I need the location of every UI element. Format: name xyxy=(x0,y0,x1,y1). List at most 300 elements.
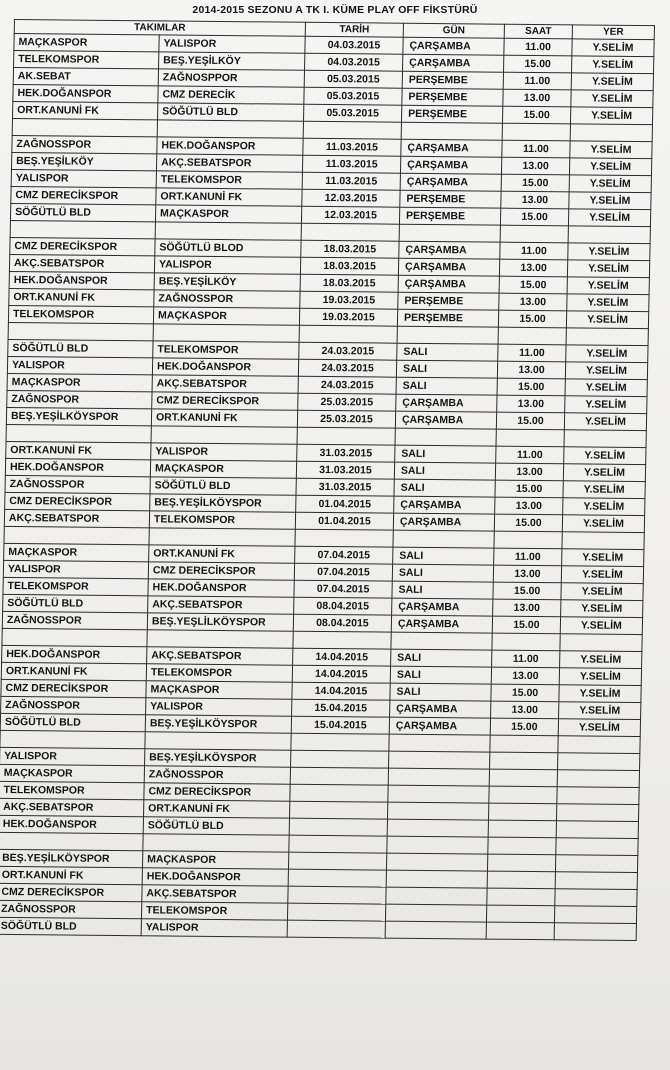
away-team-cell: AKÇ.SEBATSPOR xyxy=(156,154,302,172)
venue-cell: Y.SELİM xyxy=(563,481,645,499)
empty-cell xyxy=(155,222,301,240)
home-team-cell: YALISPOR xyxy=(7,356,152,374)
venue-cell: Y.SELİM xyxy=(565,362,647,380)
home-team-cell: TELEKOMSPOR xyxy=(3,577,148,595)
away-team-cell: BEŞ.YEŞİLKÖYSPOR xyxy=(150,494,296,512)
time-cell: 11.00 xyxy=(496,446,564,464)
home-team-cell: TELEKOMSPOR xyxy=(14,51,159,69)
empty-cell xyxy=(558,736,640,754)
day-cell: SALI xyxy=(395,445,496,463)
venue-cell xyxy=(556,821,638,839)
venue-cell: Y.SELİM xyxy=(569,158,651,176)
time-cell: 15.00 xyxy=(498,310,566,328)
date-cell: 05.03.2015 xyxy=(304,87,402,105)
time-cell: 11.00 xyxy=(492,650,560,668)
empty-cell xyxy=(496,429,564,447)
empty-cell xyxy=(303,121,401,139)
day-cell: ÇARŞAMBA xyxy=(399,241,500,259)
day-cell: ÇARŞAMBA xyxy=(400,173,501,191)
empty-cell xyxy=(0,832,143,850)
empty-cell xyxy=(12,118,157,136)
venue-cell xyxy=(558,753,640,771)
day-cell: ÇARŞAMBA xyxy=(389,717,490,735)
home-team-cell: CMZ DERECİKSPOR xyxy=(11,186,156,204)
home-team-cell: AKÇ.SEBATSPOR xyxy=(9,254,154,272)
away-team-cell: HEK.DOĞANSPOR xyxy=(142,868,288,886)
time-cell xyxy=(488,820,556,838)
day-cell: ÇARŞAMBA xyxy=(390,700,491,718)
day-cell: SALI xyxy=(390,666,491,684)
away-team-cell: TELEKOMSPOR xyxy=(153,341,299,359)
day-cell: SALI xyxy=(394,479,495,497)
date-cell: 24.03.2015 xyxy=(298,359,396,377)
day-cell: SALI xyxy=(396,377,497,395)
away-team-cell: HEK.DOĞANSPOR xyxy=(148,579,294,597)
date-cell: 01.04.2015 xyxy=(296,495,394,513)
venue-cell: Y.SELİM xyxy=(560,617,642,635)
time-cell xyxy=(487,854,555,872)
empty-cell xyxy=(291,733,389,751)
time-cell xyxy=(487,888,555,906)
venue-cell: Y.SELİM xyxy=(558,719,640,737)
day-cell xyxy=(389,751,490,769)
date-cell: 14.04.2015 xyxy=(293,648,391,666)
time-cell: 15.00 xyxy=(504,55,572,73)
away-team-cell: AKÇ.SEBATSPOR xyxy=(142,885,288,903)
time-cell: 11.00 xyxy=(500,242,568,260)
date-cell: 14.04.2015 xyxy=(292,665,390,683)
day-cell: SALI xyxy=(393,547,494,565)
empty-cell xyxy=(562,532,644,550)
time-cell: 15.00 xyxy=(493,582,561,600)
venue-cell xyxy=(556,804,638,822)
venue-cell: Y.SELİM xyxy=(571,90,653,108)
home-team-cell: ZAĞNOSPOR xyxy=(7,390,152,408)
empty-cell xyxy=(4,526,149,544)
away-team-cell: BEŞ.YEŞİLKÖYSPOR xyxy=(145,749,291,767)
empty-cell xyxy=(8,322,153,340)
venue-cell: Y.SELİM xyxy=(559,685,641,703)
home-team-cell: MAÇKASPOR xyxy=(0,764,145,782)
date-cell: 05.03.2015 xyxy=(303,104,401,122)
venue-cell: Y.SELİM xyxy=(561,583,643,601)
empty-cell xyxy=(153,324,299,342)
header-venue: YER xyxy=(572,25,654,40)
date-cell: 11.03.2015 xyxy=(303,138,401,156)
empty-cell xyxy=(151,426,297,444)
venue-cell: Y.SELİM xyxy=(564,413,646,431)
time-cell xyxy=(486,905,554,923)
day-cell: SALI xyxy=(397,343,498,361)
venue-cell: Y.SELİM xyxy=(560,651,642,669)
day-cell: SALI xyxy=(390,683,491,701)
header-date: TARİH xyxy=(305,22,403,37)
venue-cell xyxy=(555,889,637,907)
empty-cell xyxy=(401,122,502,140)
home-team-cell: AK.SEBAT xyxy=(13,67,158,85)
home-team-cell: ORT.KANUNİ FK xyxy=(13,101,158,119)
venue-cell: Y.SELİM xyxy=(567,294,649,312)
date-cell: 25.03.2015 xyxy=(297,410,395,428)
empty-cell xyxy=(2,628,147,646)
date-cell xyxy=(288,886,386,904)
empty-cell xyxy=(399,224,500,242)
time-cell: 13.00 xyxy=(501,157,569,175)
away-team-cell: YALISPOR xyxy=(141,919,287,937)
date-cell: 15.04.2015 xyxy=(291,716,389,734)
header-time: SAAT xyxy=(504,24,572,39)
time-cell: 13.00 xyxy=(497,395,565,413)
empty-cell xyxy=(297,427,395,445)
away-team-cell: MAÇKASPOR xyxy=(142,851,288,869)
date-cell xyxy=(288,852,386,870)
day-cell xyxy=(385,904,486,922)
venue-cell: Y.SELİM xyxy=(569,175,651,193)
venue-cell: Y.SELİM xyxy=(566,311,648,329)
day-cell: SALI xyxy=(391,649,492,667)
home-team-cell: MAÇKASPOR xyxy=(7,373,152,391)
time-cell: 13.00 xyxy=(497,361,565,379)
header-teams: TAKIMLAR xyxy=(14,20,305,37)
venue-cell: Y.SELİM xyxy=(570,141,652,159)
away-team-cell: SÖĞÜTLÜ BLD xyxy=(143,817,289,835)
venue-cell: Y.SELİM xyxy=(565,379,647,397)
home-team-cell: ZAĞNOSSPOR xyxy=(1,696,146,714)
home-team-cell: SÖĞÜTLÜ BLD xyxy=(3,594,148,612)
day-cell: PERŞEMBE xyxy=(402,71,503,89)
away-team-cell: TELEKOMSPOR xyxy=(141,902,287,920)
home-team-cell: AKÇ.SEBATSPOR xyxy=(0,798,144,816)
home-team-cell: YALISPOR xyxy=(11,169,156,187)
day-cell: PERŞEMBE xyxy=(399,207,500,225)
home-team-cell: CMZ DERECİKSPOR xyxy=(10,237,155,255)
date-cell: 24.03.2015 xyxy=(298,376,396,394)
empty-cell xyxy=(149,528,295,546)
day-cell: ÇARŞAMBA xyxy=(396,394,497,412)
time-cell: 15.00 xyxy=(497,378,565,396)
away-team-cell: CMZ DERECİKSPOR xyxy=(152,392,298,410)
date-cell: 19.03.2015 xyxy=(299,308,397,326)
date-cell: 31.03.2015 xyxy=(296,461,394,479)
time-cell: 13.00 xyxy=(493,599,561,617)
date-cell: 11.03.2015 xyxy=(302,172,400,190)
venue-cell xyxy=(557,787,639,805)
time-cell: 13.00 xyxy=(503,89,571,107)
away-team-cell: CMZ DERECİKSPOR xyxy=(144,783,290,801)
day-cell: ÇARŞAMBA xyxy=(400,156,501,174)
date-cell xyxy=(290,767,388,785)
home-team-cell: HEK.DOĞANSPOR xyxy=(5,458,150,476)
date-cell: 18.03.2015 xyxy=(300,257,398,275)
time-cell xyxy=(489,786,557,804)
venue-cell: Y.SELİM xyxy=(564,447,646,465)
date-cell: 05.03.2015 xyxy=(304,70,402,88)
date-cell: 14.04.2015 xyxy=(292,682,390,700)
date-cell xyxy=(290,801,388,819)
date-cell: 31.03.2015 xyxy=(297,444,395,462)
empty-cell xyxy=(393,530,494,548)
home-team-cell: CMZ DERECİKSPOR xyxy=(1,679,146,697)
header-day: GÜN xyxy=(403,23,504,38)
home-team-cell: HEK.DOĞANSPOR xyxy=(2,645,147,663)
time-cell: 13.00 xyxy=(491,667,559,685)
empty-cell xyxy=(564,430,646,448)
day-cell: ÇARŞAMBA xyxy=(393,513,494,531)
away-team-cell: MAÇKASPOR xyxy=(153,307,299,325)
page-title: 2014-2015 SEZONU A TK I. KÜME PLAY OFF FİKSTÜRÜ xyxy=(192,4,478,16)
away-team-cell: MAÇKASPOR xyxy=(150,460,296,478)
home-team-cell: ZAĞNOSSPOR xyxy=(0,900,142,918)
home-team-cell: ZAĞNOSSPOR xyxy=(12,135,157,153)
home-team-cell: ZAĞNOSSPOR xyxy=(5,475,150,493)
day-cell: ÇARŞAMBA xyxy=(403,54,504,72)
time-cell: 13.00 xyxy=(499,293,567,311)
home-team-cell: HEK.DOĞANSPOR xyxy=(0,815,144,833)
time-cell: 11.00 xyxy=(498,344,566,362)
away-team-cell: SÖĞÜTLÜ BLD xyxy=(157,103,303,121)
day-cell xyxy=(387,802,488,820)
venue-cell: Y.SELİM xyxy=(559,668,641,686)
day-cell xyxy=(388,785,489,803)
home-team-cell: MAÇKASPOR xyxy=(14,34,159,52)
date-cell: 08.04.2015 xyxy=(293,614,391,632)
empty-cell xyxy=(157,120,303,138)
venue-cell: Y.SELİM xyxy=(565,396,647,414)
home-team-cell: BEŞ.YEŞİLKÖYSPOR xyxy=(6,407,151,425)
date-cell xyxy=(287,920,385,938)
date-cell xyxy=(289,818,387,836)
empty-cell xyxy=(488,837,556,855)
time-cell: 13.00 xyxy=(501,191,569,209)
day-cell: ÇARŞAMBA xyxy=(398,275,499,293)
time-cell: 13.00 xyxy=(493,565,561,583)
home-team-cell: AKÇ.SEBATSPOR xyxy=(4,509,149,527)
away-team-cell: MAÇKASPOR xyxy=(146,681,292,699)
home-team-cell: ORT.KANUNİ FK xyxy=(1,662,146,680)
home-team-cell: ZAĞNOSSPOR xyxy=(2,611,147,629)
home-team-cell: TELEKOMSPOR xyxy=(8,305,153,323)
time-cell xyxy=(488,803,556,821)
away-team-cell: AKÇ.SEBATSPOR xyxy=(148,596,294,614)
fixture-table xyxy=(0,19,655,941)
day-cell xyxy=(386,853,487,871)
day-cell: ÇARŞAMBA xyxy=(394,496,495,514)
away-team-cell: BEŞ.YEŞİLKÖYSPOR xyxy=(145,715,291,733)
time-cell: 13.00 xyxy=(495,463,563,481)
date-cell: 07.04.2015 xyxy=(294,580,392,598)
date-cell: 04.03.2015 xyxy=(305,36,403,54)
day-cell xyxy=(387,819,488,837)
venue-cell: Y.SELİM xyxy=(562,515,644,533)
empty-cell xyxy=(570,124,652,142)
venue-cell: Y.SELİM xyxy=(561,600,643,618)
day-cell: PERŞEMBE xyxy=(401,105,502,123)
date-cell: 12.03.2015 xyxy=(302,189,400,207)
away-team-cell: MAÇKASPOR xyxy=(155,205,301,223)
fixture-body xyxy=(0,34,654,941)
away-team-cell: HEK.DOĞANSPOR xyxy=(152,358,298,376)
away-team-cell: AKÇ.SEBATSPOR xyxy=(147,647,293,665)
venue-cell: Y.SELİM xyxy=(571,73,653,91)
away-team-cell: ZAĞNOSSPOR xyxy=(154,290,300,308)
home-team-cell: ORT.KANUNİ FK xyxy=(9,288,154,306)
empty-cell xyxy=(502,123,570,141)
venue-cell: Y.SELİM xyxy=(572,39,654,57)
away-team-cell: ORT.KANUNİ FK xyxy=(149,545,295,563)
empty-cell xyxy=(560,634,642,652)
empty-cell xyxy=(0,730,145,748)
time-cell: 11.00 xyxy=(502,140,570,158)
date-cell: 07.04.2015 xyxy=(295,546,393,564)
day-cell: PERŞEMBE xyxy=(402,88,503,106)
day-cell: PERŞEMBE xyxy=(398,292,499,310)
away-team-cell: CMZ DERECİKSPOR xyxy=(148,562,294,580)
time-cell: 15.00 xyxy=(499,276,567,294)
time-cell: 15.00 xyxy=(495,480,563,498)
time-cell: 15.00 xyxy=(500,208,568,226)
day-cell: PERŞEMBE xyxy=(397,309,498,327)
date-cell: 07.04.2015 xyxy=(294,563,392,581)
empty-cell xyxy=(397,326,498,344)
date-cell: 18.03.2015 xyxy=(301,240,399,258)
away-team-cell: CMZ DERECİK xyxy=(158,86,304,104)
date-cell: 19.03.2015 xyxy=(300,291,398,309)
away-team-cell: BEŞ.YEŞLİLKÖYSPOR xyxy=(147,613,293,631)
day-cell: SALI xyxy=(392,581,493,599)
venue-cell: Y.SELİM xyxy=(568,243,650,261)
venue-cell: Y.SELİM xyxy=(568,209,650,227)
empty-cell xyxy=(494,531,562,549)
date-cell: 12.03.2015 xyxy=(301,206,399,224)
day-cell: ÇARŞAMBA xyxy=(391,615,492,633)
home-team-cell: CMZ DERECİKSPOR xyxy=(5,492,150,510)
empty-cell xyxy=(10,220,155,238)
away-team-cell: TELEKOMSPOR xyxy=(149,511,295,529)
empty-cell xyxy=(299,325,397,343)
empty-cell xyxy=(147,630,293,648)
away-team-cell: AKÇ.SEBATSPOR xyxy=(152,375,298,393)
away-team-cell: YALISPOR xyxy=(146,698,292,716)
date-cell: 24.03.2015 xyxy=(299,342,397,360)
empty-cell xyxy=(295,529,393,547)
day-cell: ÇARŞAMBA xyxy=(403,37,504,55)
time-cell: 11.00 xyxy=(504,38,572,56)
away-team-cell: YALISPOR xyxy=(159,35,305,53)
empty-cell xyxy=(556,838,638,856)
away-team-cell: YALISPOR xyxy=(154,256,300,274)
home-team-cell: SÖĞÜTLÜ BLD xyxy=(8,339,153,357)
empty-cell xyxy=(387,836,488,854)
time-cell xyxy=(489,769,557,787)
day-cell: ÇARŞAMBA xyxy=(392,598,493,616)
empty-cell xyxy=(566,328,648,346)
home-team-cell: HEK.DOĞANSPOR xyxy=(9,271,154,289)
time-cell: 13.00 xyxy=(491,701,559,719)
day-cell xyxy=(385,921,486,939)
date-cell: 04.03.2015 xyxy=(305,53,403,71)
venue-cell xyxy=(555,855,637,873)
venue-cell xyxy=(554,923,636,941)
date-cell: 15.04.2015 xyxy=(292,699,390,717)
date-cell xyxy=(287,903,385,921)
home-team-cell: YALISPOR xyxy=(0,747,145,765)
home-team-cell: MAÇKASPOR xyxy=(4,543,149,561)
time-cell: 15.00 xyxy=(492,616,560,634)
away-team-cell: ORT.KANUNİ FK xyxy=(156,188,302,206)
home-team-cell: SÖĞÜTLÜ BLD xyxy=(0,713,145,731)
venue-cell: Y.SELİM xyxy=(561,566,643,584)
venue-cell: Y.SELİM xyxy=(570,107,652,125)
time-cell: 15.00 xyxy=(501,174,569,192)
time-cell: 13.00 xyxy=(499,259,567,277)
away-team-cell: HEK.DOĞANSPOR xyxy=(157,137,303,155)
home-team-cell: ORT.KANUNİ FK xyxy=(0,866,142,884)
empty-cell xyxy=(143,834,289,852)
day-cell: ÇARŞAMBA xyxy=(401,139,502,157)
time-cell: 13.00 xyxy=(495,497,563,515)
home-team-cell: HEK.DOĞANSPOR xyxy=(13,84,158,102)
venue-cell xyxy=(554,906,636,924)
away-team-cell: ZAĞNOSSPOR xyxy=(144,766,290,784)
date-cell xyxy=(288,869,386,887)
day-cell: ÇARŞAMBA xyxy=(398,258,499,276)
home-team-cell: SÖĞÜTLÜ BLD xyxy=(0,917,141,935)
venue-cell: Y.SELİM xyxy=(563,464,645,482)
empty-cell xyxy=(492,633,560,651)
away-team-cell: TELEKOMSPOR xyxy=(156,171,302,189)
day-cell: SALI xyxy=(394,462,495,480)
empty-cell xyxy=(500,225,568,243)
away-team-cell: ZAĞNOSPPOR xyxy=(158,69,304,87)
away-team-cell: BEŞ.YEŞİLKÖY xyxy=(159,52,305,70)
venue-cell: Y.SELİM xyxy=(559,702,641,720)
time-cell: 15.00 xyxy=(490,718,558,736)
away-team-cell: SÖĞÜTLÜ BLOD xyxy=(155,239,301,257)
venue-cell xyxy=(557,770,639,788)
time-cell: 15.00 xyxy=(496,412,564,430)
time-cell: 15.00 xyxy=(494,514,562,532)
empty-cell xyxy=(568,226,650,244)
empty-cell xyxy=(301,223,399,241)
home-team-cell: ORT.KANUNİ FK xyxy=(6,441,151,459)
date-cell: 25.03.2015 xyxy=(298,393,396,411)
time-cell: 11.00 xyxy=(494,548,562,566)
empty-cell xyxy=(145,732,291,750)
date-cell xyxy=(291,750,389,768)
home-team-cell: BEŞ.YEŞİLKÖY xyxy=(11,152,156,170)
day-cell: SALI xyxy=(396,360,497,378)
empty-cell xyxy=(498,327,566,345)
date-cell xyxy=(290,784,388,802)
venue-cell: Y.SELİM xyxy=(563,498,645,516)
date-cell: 08.04.2015 xyxy=(294,597,392,615)
time-cell: 15.00 xyxy=(502,106,570,124)
empty-cell xyxy=(395,428,496,446)
away-team-cell: TELEKOMSPOR xyxy=(146,664,292,682)
away-team-cell: ORT.KANUNİ FK xyxy=(144,800,290,818)
empty-cell xyxy=(490,735,558,753)
home-team-cell: YALISPOR xyxy=(3,560,148,578)
day-cell xyxy=(386,870,487,888)
time-cell xyxy=(486,922,554,940)
day-cell: ÇARŞAMBA xyxy=(395,411,496,429)
venue-cell: Y.SELİM xyxy=(566,345,648,363)
empty-cell xyxy=(389,734,490,752)
day-cell: SALI xyxy=(392,564,493,582)
away-team-cell: ORT.KANUNİ FK xyxy=(151,409,297,427)
empty-cell xyxy=(293,631,391,649)
empty-cell xyxy=(289,835,387,853)
